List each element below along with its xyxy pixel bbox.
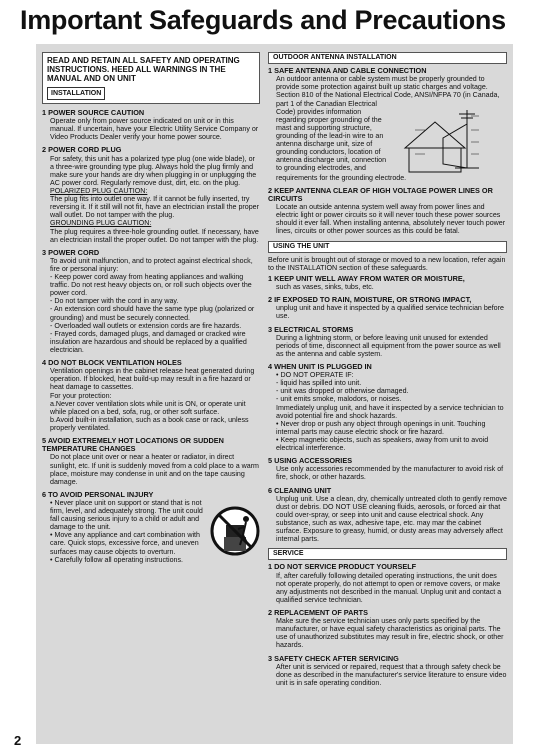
- sub-item-b: b.Avoid built-in installation, such as a book case or rack, unless properly ventilated.: [50, 415, 249, 432]
- item-text: For safety, this unit has a polarized type plug (one wide blade), or a three-wire grounding type plug. Always hold the plug firmly and make sure your hands are dry when plugging in or unplugging the AC power cord. Regularly remove dust, dirt, etc. on the plug.: [50, 154, 257, 187]
- using-item-1: [268, 275, 507, 291]
- install-item-4: [42, 359, 260, 432]
- item-text: During a lightning storm, or before leaving unit unused for extended periods of time, disconnect all equipment from the power source as well as the antenna and cable system.: [276, 333, 501, 358]
- polarized-caution-text: The plug fits into outlet one way. If it cannot be fully inserted, try reversing it. If it still will not fit, have an electrician install the proper wall outlet. Do not tamper with the plug.: [50, 195, 259, 220]
- item-heading: 1 DO NOT SERVICE PRODUCT YOURSELF: [268, 562, 417, 572]
- antenna-grounding-diagram: [395, 108, 507, 174]
- read-retain-text: READ AND RETAIN ALL SAFETY AND OPERATING INSTRUCTIONS. HEED ALL WARNINGS IN THE MANUAL AND ON UNIT: [47, 56, 240, 83]
- item-text: If, after carefully following detailed operating instructions, the unit does not operate properly, do not attempt to open or remove covers, or make any adjustments not described in the manual. Unplug unit and contact a qualified service technician.: [276, 571, 502, 604]
- item-heading: 3 POWER CORD: [42, 247, 100, 257]
- bullet: • Keep magnetic objects, such as speakers, away from unit to avoid electrical interference.: [276, 435, 489, 453]
- item-text: requirements for the grounding electrode.: [276, 173, 407, 182]
- using-item-4: [268, 363, 507, 452]
- item-heading: 5 AVOID EXTREMELY HOT LOCATIONS OR SUDDEN TEMPERATURE CHANGES: [42, 436, 224, 454]
- item-heading: 1 SAFE ANTENNA AND CABLE CONNECTION: [268, 66, 427, 76]
- no-stand-warning-icon: [210, 499, 260, 559]
- item-text: Do not place unit over or near a heater or radiator, in direct sunlight, etc. If unit is suddenly moved from a cold place to a warm place, moisture may condense in unit and on the tape causing damage.: [50, 453, 259, 486]
- outdoor-item-2: [268, 187, 507, 236]
- outdoor-item-1: [268, 67, 507, 182]
- install-item-2: [42, 146, 260, 243]
- item-text: Code) provides information regarding proper grounding of the mast and supporting structure, grounding of the lead-in wire to an antenna discharge unit, size of grounding conductors, location of antenna discharge unit, connection to grounding electrodes, and: [276, 107, 387, 173]
- bullet: - liquid has spilled into unit.: [276, 379, 362, 388]
- item-text: After unit is serviced or repaired, request that a through safety check be done as described in the manufacturer's service literature to ensure video unit is in safe operating condition.: [276, 662, 507, 687]
- grounding-caution-text: The plug requires a three-hole grounding outlet. If necessary, have an electrician install the proper outlet. Do not tamper with the plug.: [50, 227, 259, 244]
- grounding-caution-heading: GROUNDING PLUG CAUTION:: [50, 219, 152, 228]
- item-heading: 4 DO NOT BLOCK VENTILATION HOLES: [42, 358, 182, 368]
- item-heading: 4 WHEN UNIT IS PLUGGED IN: [268, 362, 372, 371]
- sub-item-a: a.Never cover ventilation slots while unit is ON, or operate unit while placed on a bed, sofa, rug, or other soft surface.: [50, 399, 246, 416]
- section-label-service: SERVICE: [268, 548, 507, 560]
- item-heading: 5 USING ACCESSORIES: [268, 456, 353, 466]
- using-item-2: [268, 296, 507, 320]
- service-item-3: [268, 655, 507, 687]
- item-heading: 6 CLEANING UNIT: [268, 485, 332, 495]
- item-heading: 6 TO AVOID PERSONAL INJURY: [42, 489, 154, 499]
- install-item-1: [42, 109, 260, 141]
- item-text: Use only accessories recommended by the manufacturer to avoid risk of fire, shock, or other hazards.: [276, 465, 504, 482]
- bullet: - unit was dropped or otherwise damaged.: [276, 387, 409, 396]
- item-heading: 3 SAFETY CHECK AFTER SERVICING: [268, 653, 399, 663]
- item-text: Locate an outside antenna system well away from power lines and electric light or power circuits so it will never touch these power sources should it ever fall. When installing antenna, absolutely never touch power lines, circuits or other power sources as this could be fatal.: [276, 203, 506, 236]
- item-heading: 3 ELECTRICAL STORMS: [268, 324, 354, 334]
- section-label-installation: INSTALLATION: [47, 87, 105, 100]
- section-label-using-unit: USING THE UNIT: [268, 241, 507, 253]
- item-heading: 2 KEEP ANTENNA CLEAR OF HIGH VOLTAGE POWER LINES OR CIRCUITS: [268, 185, 493, 203]
- service-item-2: [268, 609, 507, 650]
- install-item-3: [42, 249, 260, 354]
- item-heading: 2 REPLACEMENT OF PARTS: [268, 607, 369, 617]
- item-text: Make sure the service technician uses only parts specified by the manufacturer, or have equal safety characteristics as original parts. The use of unauthorized substitutes may result in fire, electric shock, or other hazards.: [276, 617, 504, 650]
- section-label-outdoor-antenna: OUTDOOR ANTENNA INSTALLATION: [268, 52, 507, 64]
- service-item-1: [268, 563, 507, 604]
- item-text: Immediately unplug unit, and have it inspected by a service technician to avoid potential fire and shock hazards.: [276, 403, 504, 420]
- item-text: For your protection:: [50, 391, 112, 400]
- bullet: - Keep power cord away from heating appliances and walking traffic. Do not rest heavy objects on, or roll such objects over the power cord.: [50, 273, 252, 298]
- page-number: 2: [14, 733, 22, 748]
- bullet: • Never place unit on support or stand that is not firm, level, and adequately strong. The unit could fall causing serious injury to a child or adult and damage to the unit.: [50, 498, 203, 532]
- item-text: such as vases, sinks, tubs, etc.: [276, 283, 374, 292]
- page-title: Important Safeguards and Precautions: [20, 5, 506, 35]
- polarized-caution-heading: POLARIZED PLUG CAUTION:: [50, 187, 148, 196]
- item-text: An outdoor antenna or cable system must be properly grounded to provide some protection against built up static charges and voltage. Section 810 of the National Electrical Code, ANSI/NFPA 70 (in Canada, part 1 of the Canadian Electrical: [276, 75, 500, 108]
- item-heading: 2 IF EXPOSED TO RAIN, MOISTURE, OR STRONG IMPACT,: [268, 295, 472, 305]
- using-intro: Before unit is brought out of storage or moved to a new location, refer again to the INSTALLATION section of these safeguards.: [268, 255, 506, 272]
- using-item-5: [268, 457, 507, 481]
- install-item-5: [42, 437, 260, 486]
- bullet: - Frayed cords, damaged plugs, and damaged or cracked wire insulation are hazardous and should be replaced by a qualified electrician.: [50, 329, 247, 354]
- item-text: Ventilation openings in the cabinet release heat generated during operation. If blocked, heat build-up may result in a fire hazard or heat damage to cassettes.: [50, 367, 255, 392]
- item-heading: 1 KEEP UNIT WELL AWAY FROM WATER OR MOISTURE,: [268, 273, 465, 283]
- bullet: • Move any appliance and cart combination with care. Quick stops, excessive force, and uneven surfaces may cause objects to overturn.: [50, 531, 200, 556]
- item-text: Operate only from power source indicated on unit or in this manual. If uncertain, have your Electric Utility Service Company or Video Products Dealer verify your home power source.: [50, 117, 259, 142]
- using-item-6: [268, 487, 507, 544]
- install-item-6: [42, 491, 260, 564]
- bullet: • DO NOT OPERATE IF:: [276, 371, 354, 380]
- bullet: - Overloaded wall outlets or extension cords are fire hazards.: [50, 321, 242, 330]
- item-heading: 2 POWER CORD PLUG: [42, 145, 122, 155]
- bullet: - Do not tamper with the cord in any way.: [50, 297, 179, 306]
- item-text: Unplug unit. Use a clean, dry, chemically untreated cloth to gently remove dust or debris. DO NOT USE cleaning fluids, aerosols, or forced air that could over-spray, or seep into unit and cause electrical shock. Any substance, such as wax, adhesive tape, etc. may mar the cabinet surface. Exposure to greasy, humid, or dusty areas may adversely affect internal parts.: [276, 494, 507, 544]
- read-retain-box: [42, 52, 260, 104]
- item-text: unplug unit and have it inspected by a qualified service technician before use.: [276, 304, 504, 321]
- left-column: [42, 52, 260, 569]
- using-item-3: [268, 326, 507, 358]
- bullet: - unit emits smoke, malodors, or noises.: [276, 395, 402, 404]
- item-text: To avoid unit malfunction, and to protect against electrical shock, fire or personal injury:: [50, 256, 253, 274]
- right-column: [268, 52, 507, 692]
- bullet: • Carefully follow all operating instructions.: [50, 555, 183, 564]
- item-heading: 1 POWER SOURCE CAUTION: [42, 108, 145, 117]
- bullet: - An extension cord should have the same type plug (polarized or grounding) and must be securely connected.: [50, 305, 255, 322]
- bullet: • Never drop or push any object through openings in unit. Touching internal parts may cause electric shock or fire hazard.: [276, 419, 486, 436]
